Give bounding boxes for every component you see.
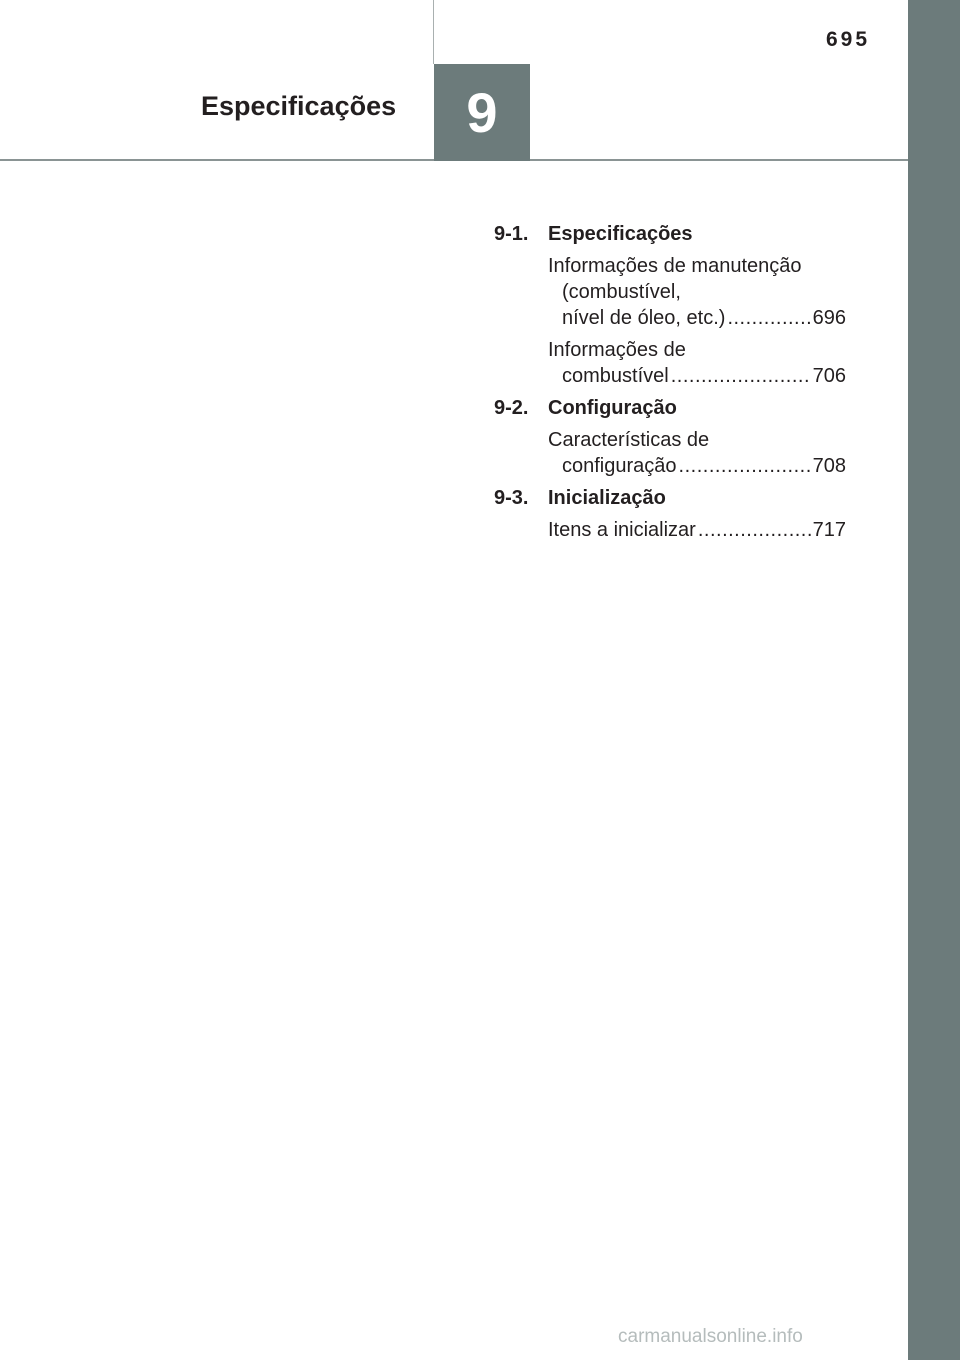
toc-entry[interactable] [548,517,846,543]
toc-section-title: Especificações [548,223,693,245]
toc-page-number: 706 [812,365,846,387]
toc-entry[interactable] [548,253,846,331]
toc-section-number: 9-1. [494,223,529,245]
toc-entry-title-line: combustível [562,365,669,387]
toc-entry-title-line: Itens a inicializar [548,519,696,541]
toc-entry[interactable] [548,337,846,389]
toc-entry-title-line: Informações de manutenção [548,255,802,277]
dot-leader [698,517,811,543]
toc-entry-title-line: (combustível, [562,281,681,303]
chapter-number-tab [434,64,530,161]
dot-leader [727,305,810,331]
chapter-title: Especificações [201,91,397,121]
dot-leader [671,363,811,389]
toc-section-heading[interactable] [494,485,846,511]
chapter-side-bar [908,0,960,1360]
toc-section-number: 9-3. [494,487,529,509]
toc-section-title: Configuração [548,397,677,419]
toc-entry-title-line: nível de óleo, etc.) [562,307,726,329]
dot-leader [679,453,811,479]
header-divider-vertical [433,0,434,64]
toc-page-number: 696 [812,307,846,329]
toc-section-title: Inicialização [548,487,666,509]
toc-entry-leader-line [548,453,846,479]
toc-entry-title-line: configuração [562,455,677,477]
toc-entry[interactable] [548,427,846,479]
toc-entry-leader-line [548,517,846,543]
toc-page-number: 717 [812,519,846,541]
toc-section-number: 9-2. [494,397,529,419]
chapter-number: 9 [466,81,498,144]
table-of-contents [494,221,846,549]
toc-page-number: 708 [812,455,846,477]
toc-entry-leader-line [548,363,846,389]
toc-entry-title-line: Características de [548,429,710,451]
toc-section-heading[interactable] [494,395,846,421]
page-number: 695 [826,28,871,51]
site-watermark: carmanualsonline.info [618,1326,803,1347]
toc-entry-leader-line [548,305,846,331]
toc-section-heading[interactable] [494,221,846,247]
toc-entry-title-line: Informações de [548,339,686,361]
